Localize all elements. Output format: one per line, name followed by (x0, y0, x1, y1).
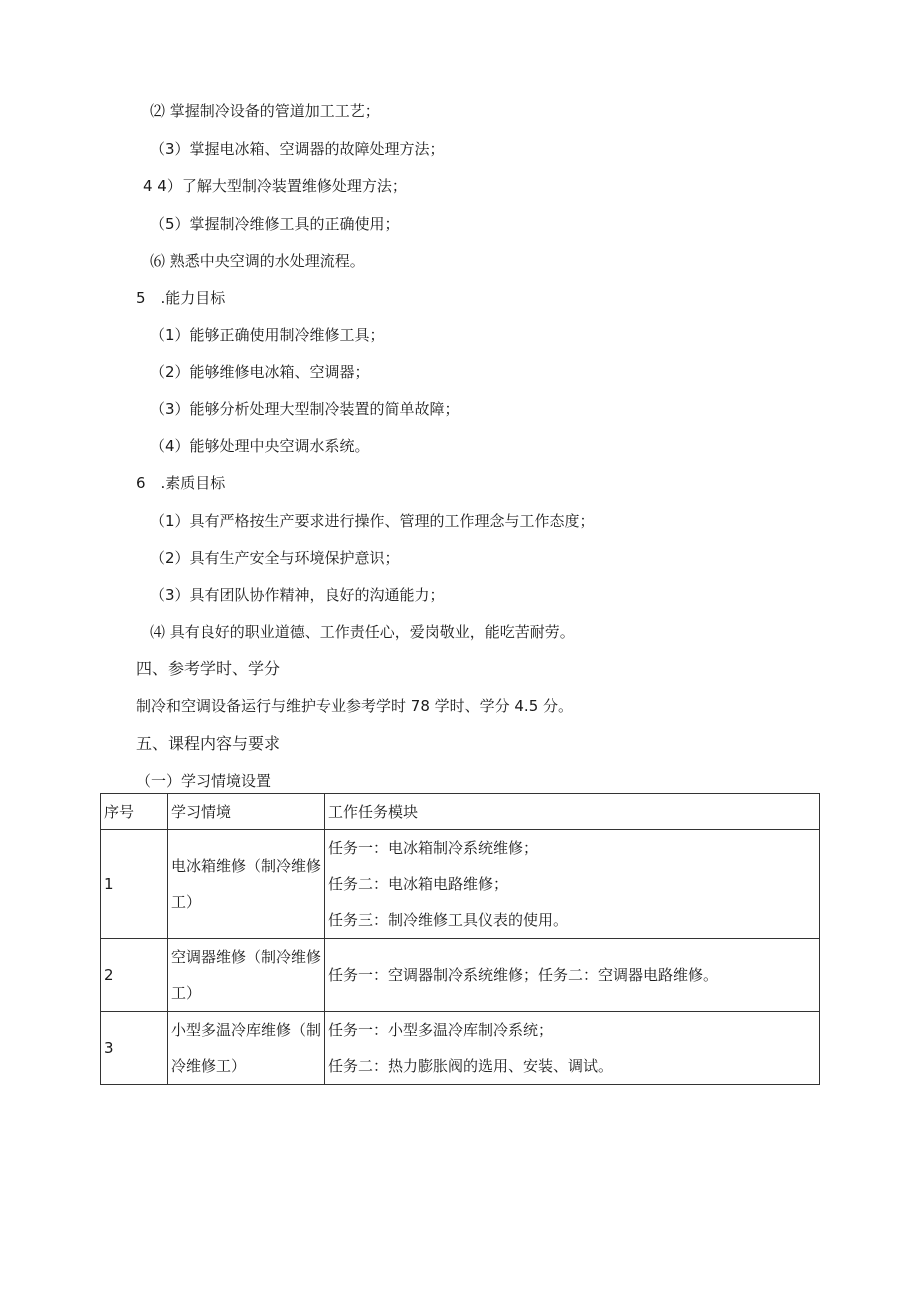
row-context (168, 939, 325, 1012)
row-context-text: 电冰箱维修（制冷维修工） (171, 857, 322, 911)
ability-item-2: （2）能够维修电冰箱、空调器； (150, 363, 370, 381)
quality-item-4: ⑷ 具有良好的职业道德、工作责任心，爱岗敬业，能吃苦耐劳。 (150, 623, 575, 641)
row-context-text: 空调器维修（制冷维修工） (171, 948, 322, 1002)
knowledge-item-5: （5）掌握制冷维修工具的正确使用； (150, 215, 400, 233)
section-4-heading: 四、参考学时、学分 (136, 659, 281, 678)
ability-item-1: （1）能够正确使用制冷维修工具； (150, 326, 385, 344)
row-no: 1 (101, 830, 168, 939)
task-line: 任务二：热力膨胀阀的选用、安装、调试。 (328, 1057, 614, 1075)
section-4-paragraph: 制冷和空调设备运行与维护专业参考学时 78 学时、学分 4.5 分。 (136, 697, 574, 715)
row-tasks (325, 830, 820, 939)
task-line: 任务一：电冰箱制冷系统维修； (328, 839, 539, 857)
task-line: 任务二：电冰箱电路维修； (328, 875, 509, 893)
table-row (101, 830, 820, 939)
knowledge-item-2: ⑵ 掌握制冷设备的管道加工工艺； (150, 102, 380, 120)
header-tasks: 工作任务模块 (325, 794, 820, 830)
row-context-text: 小型多温冷库维修（制冷维修工） (171, 1021, 322, 1075)
table-row (101, 939, 820, 1012)
quality-heading: 6 .素质目标 (136, 474, 226, 492)
knowledge-item-6: ⑹ 熟悉中央空调的水处理流程。 (150, 252, 365, 270)
ability-item-4: （4）能够处理中央空调水系统。 (150, 437, 370, 455)
learning-context-table (100, 793, 820, 1085)
ability-item-3: （3）能够分析处理大型制冷装置的简单故障； (150, 400, 460, 418)
row-context (168, 830, 325, 939)
task-line: 任务一：小型多温冷库制冷系统； (328, 1021, 554, 1039)
row-tasks (325, 939, 820, 1012)
row-tasks (325, 1012, 820, 1085)
quality-item-1: （1）具有严格按生产要求进行操作、管理的工作理念与工作态度； (150, 512, 595, 530)
quality-item-3: （3）具有团队协作精神，良好的沟通能力； (150, 586, 445, 604)
row-context (168, 1012, 325, 1085)
section-5-heading: 五、课程内容与要求 (136, 734, 281, 753)
table-header-row (101, 794, 820, 830)
header-context: 学习情境 (168, 794, 325, 830)
task-line: 任务一：空调器制冷系统维修；任务二：空调器电路维修。 (328, 966, 719, 984)
subsection-heading: （一）学习情境设置 (136, 772, 272, 790)
task-line: 任务三：制冷维修工具仪表的使用。 (328, 911, 569, 929)
knowledge-item-3: （3）掌握电冰箱、空调器的故障处理方法； (150, 140, 445, 158)
row-no: 2 (101, 939, 168, 1012)
ability-heading: 5 .能力目标 (136, 289, 226, 307)
row-no: 3 (101, 1012, 168, 1085)
knowledge-item-4: 4 4）了解大型制冷装置维修处理方法； (143, 177, 407, 195)
quality-item-2: （2）具有生产安全与环境保护意识； (150, 549, 400, 567)
header-no: 序号 (101, 794, 168, 830)
table-row (101, 1012, 820, 1085)
